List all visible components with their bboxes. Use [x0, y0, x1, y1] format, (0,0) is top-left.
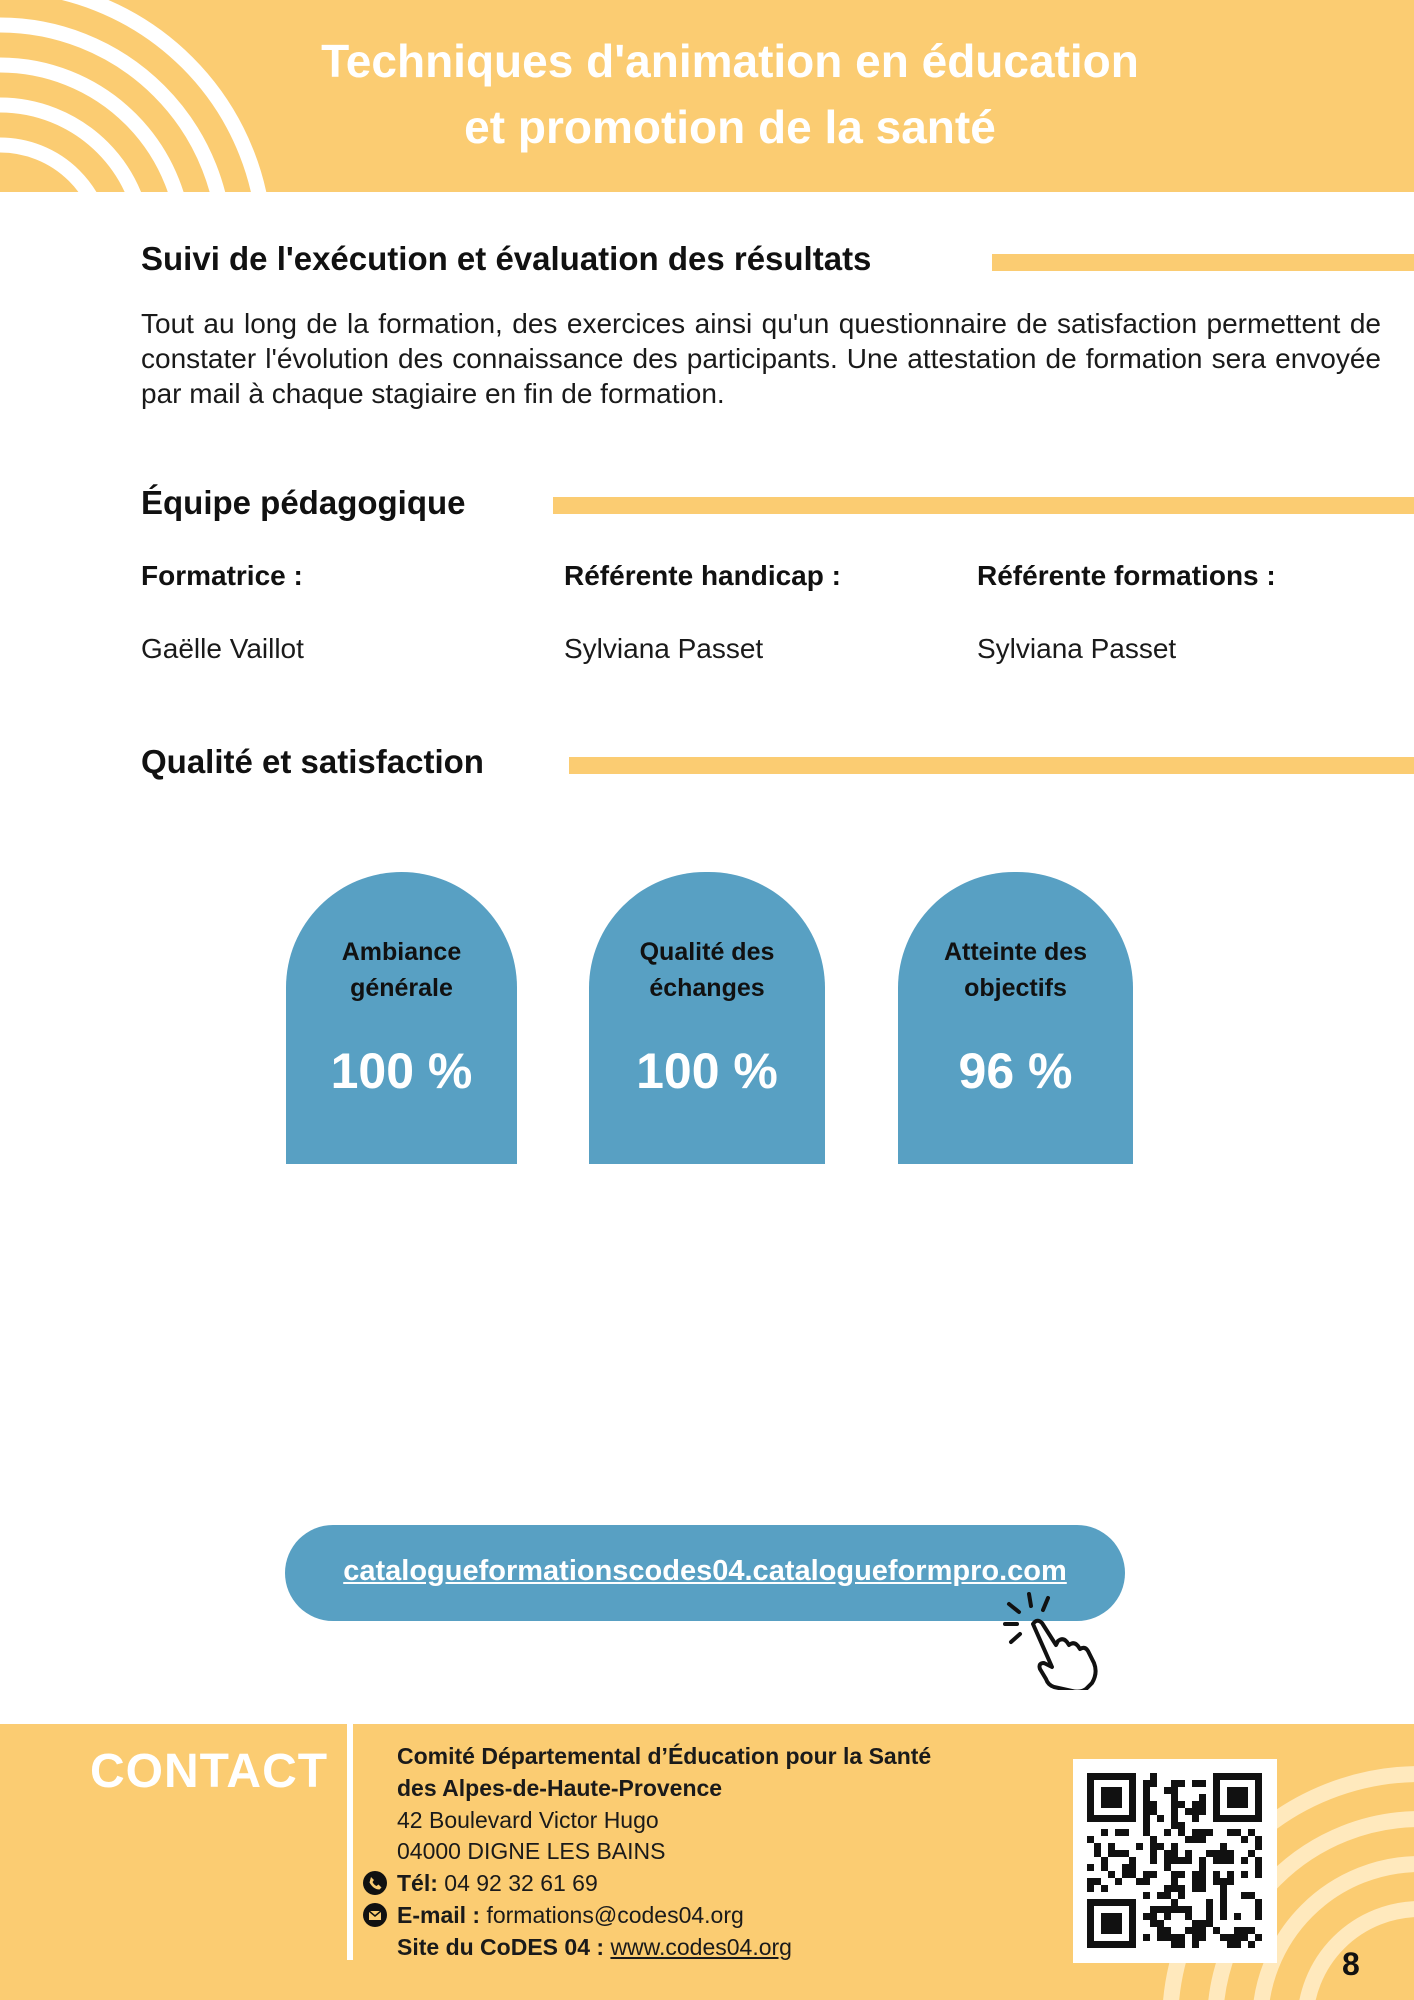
address-line1: 42 Boulevard Victor Hugo	[397, 1807, 659, 1833]
team-name-formations: Sylviana Passet	[977, 633, 1177, 664]
team-name-handicap: Sylviana Passet	[564, 633, 764, 664]
page-title-line1: Techniques d'animation en éducation	[321, 35, 1139, 87]
satisfaction-label: Atteinte des objectifs	[943, 938, 1088, 1002]
team-name-formatrice: Gaëlle Vaillot	[141, 633, 304, 664]
satisfaction-card-ambiance	[286, 872, 517, 1164]
satisfaction-label: Ambiance générale	[341, 938, 462, 1002]
section-title-equipe: Équipe pédagogique	[141, 484, 466, 521]
team-role-handicap: Référente handicap :	[564, 560, 841, 591]
satisfaction-label: Qualité des échanges	[639, 938, 775, 1002]
page-number: 8	[1342, 1946, 1360, 1982]
site-line: Site du CoDES 04 : www.codes04.org	[397, 1934, 792, 1960]
org-name-line1: Comité Départemental d’Éducation pour la Santé	[397, 1743, 932, 1769]
email-line: E-mail : formations@codes04.org	[397, 1902, 744, 1928]
section-title-qualite: Qualité et satisfaction	[141, 743, 484, 780]
site-link[interactable]: www.codes04.org	[610, 1934, 792, 1960]
org-name-line2: des Alpes-de-Haute-Provence	[397, 1775, 723, 1801]
catalogue-link-button[interactable]	[285, 1525, 1125, 1621]
email-address[interactable]: formations@codes04.org	[486, 1902, 744, 1928]
catalogue-link[interactable]: catalogueformationscodes04.catalogueformpro.com	[343, 1555, 1067, 1587]
address-line2: 04000 DIGNE LES BAINS	[397, 1838, 666, 1864]
team-role-formatrice: Formatrice :	[141, 560, 303, 591]
mail-icon	[363, 1903, 387, 1927]
phone-line: Tél: 04 92 32 61 69	[397, 1870, 598, 1896]
footer-divider	[347, 1724, 353, 1960]
satisfaction-value: 96 %	[958, 1043, 1073, 1099]
page-title-line2: et promotion de la santé	[464, 101, 996, 153]
team-role-formations: Référente formations :	[977, 560, 1276, 591]
page-header	[0, 0, 1414, 192]
satisfaction-value: 100 %	[330, 1043, 473, 1099]
section-divider-bar	[992, 254, 1414, 271]
section-divider-bar	[553, 497, 1414, 514]
contact-title: CONTACT	[90, 1745, 329, 1798]
satisfaction-card-echanges	[589, 872, 825, 1164]
phone-icon	[363, 1871, 387, 1895]
satisfaction-value: 100 %	[636, 1043, 778, 1099]
section-title-suivi: Suivi de l'exécution et évaluation des résultats	[141, 240, 872, 277]
section-divider-bar	[569, 757, 1414, 774]
suivi-paragraph: Tout au long de la formation, des exercices ainsi qu'un questionnaire de satisfaction permettent de constater l'évolution des connaissance des participants. Une attestation de formation sera envoyée par mail à chaque stagiaire en fin de formation.	[141, 308, 1381, 409]
click-hand-icon	[1003, 1590, 1113, 1690]
satisfaction-card-objectifs	[898, 872, 1133, 1164]
qr-code	[1073, 1759, 1277, 1963]
page-footer	[0, 1724, 1414, 2000]
phone-number[interactable]: 04 92 32 61 69	[444, 1870, 598, 1896]
